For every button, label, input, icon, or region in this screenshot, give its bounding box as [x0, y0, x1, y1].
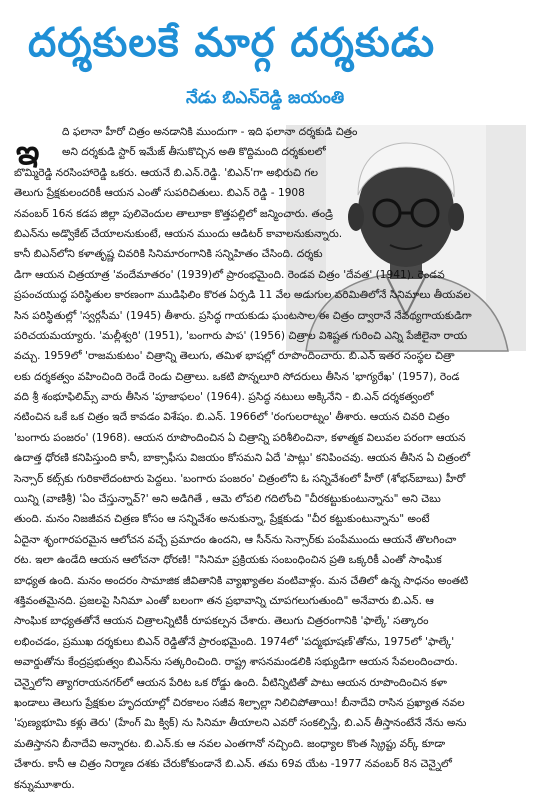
article-line: బాధ్యత ఉంది. మనం అందరం సామాజిక జీవితానికి వ్యాఖ్యాతల వంటివాళ్లం. మన చేతిలో ఉన్న సాధనం అంతటి [14, 574, 469, 587]
article-line: చేశారు. కానీ ఆ చిత్రం నిర్మాణ దశకు చేరుకోకుండానే బి.ఎన్. తమ 69వ యేట -1977 నవంబర్ 8న చెన్నైలో [14, 758, 452, 771]
article-line: బిఎన్‌ను అడ్వొకేట్ చేయాలనుకుంటే, ఆయన ముందు ఆడిటర్ కావాలనుకున్నారు. [14, 227, 343, 240]
article-line: వచ్చు. 1959లో 'రాజమకుటం' చిత్రాన్ని తెలుగు, తమిళ భాషల్లో రూపొందించారు. బి.ఎన్ ఇతర సంస్థల చిత్రా [14, 350, 455, 363]
article-line: లకు దర్శకత్వం వహించింది రెండే రెండు చిత్రాలు. ఒకటి పొన్నలూరి సోదరులు తీసిన 'భాగ్యరేఖ' (1957), రెండ [14, 370, 460, 383]
article-line: ప్రపంచయుద్ధ పరిస్థితుల కారణంగా ముడిఫిలిం కొరత ఏర్పడి 11 వేల అడుగుల పరిమితిలోనే సినిమాలు తీయవల [14, 289, 471, 302]
drop-cap: ఇ [16, 133, 40, 173]
article-line: యిన్ని (వాణిశ్రీ) 'ఏం చేస్తున్నావ్?' అని అడిగితే , ఆమె లోపలి గదిలోంచి "చీరకట్టుకుంటున్నాను" అని చెబు [14, 493, 441, 506]
article-line: ఖండాలు తెలుగు ప్రేక్షకుల హృదయాల్లో చిరకాలం సజీవ శిల్పాల్లా నిలిచిపోతాయి! బీనాదేవి రాసిన ప్రఖ్యాత నవల [14, 696, 465, 709]
article-line: బొమ్మిరెడ్డి నరసింహారెడ్డి ఒకరు. ఆయనే బి.ఎన్.రెడ్డి. 'బిఎన్'గా అభిరుచి గల [14, 166, 319, 179]
subheadline: నేడు బిఎన్‌రెడ్డి జయంతి [186, 88, 345, 108]
article-line: ది ఫలానా హీరో చిత్రం అనడానికి ముందుగా - ఇది ఫలానా దర్శకుడి చిత్రం [62, 126, 358, 138]
article-line: ఏదైనా శృంగారపరమైన ఆలోచన వచ్చే ప్రమాదం ఉందని, ఆ సీన్‌ను సెన్సార్‌కు పంపేముందు ఆయనే తొలగించా [14, 533, 457, 546]
article-line: అని దర్శకుడి స్టార్ ఇమేజ్ తీసుకొచ్చిన అతి కొద్దిమంది దర్శకులలో [62, 146, 326, 159]
article-line: సాంఘిక బాధ్యతతోనే ఆయన చిత్రాలన్నిటికీ రూపకల్పన చేశారు. తెలుగు చిత్రరంగానికి 'ఫాల్కే' సత్కారం [14, 615, 429, 628]
article-line: మతిస్తానని బీనాదేవి అన్నారట. బి.ఎన్.కు ఆ నవల ఎంతగానో నచ్చింది. జంధ్యాల కొంత స్క్రిప్టు వర్క్ కూడా [14, 737, 446, 750]
article-line: పరిచయమయ్యారు. 'మల్లీశ్వరి' (1951), 'బంగారు పాప' (1956) చిత్రాల విశిష్టత గురించి ఎన్ని పేజీలైనా రాయ [14, 329, 468, 342]
article-line: శక్తివంతమైనది. ప్రజలపై సినిమా ఎంతో బలంగా తన ప్రభావాన్ని చూపగలుగుతుంది" అనేవారు బి.ఎన్. ఆ [14, 594, 434, 607]
article-line: నవంబర్ 16న కడప జిల్లా పులివెందుల తాలూకా కొత్తపల్లిలో జన్మించారు. తండ్రి [14, 207, 333, 220]
article-line: సిన పరిస్థితుల్లో 'స్వర్గసీమ' (1945) తీశారు. ప్రసిద్ధ గాయకుడు ఘంటసాల ఈ చిత్రం ద్వారానే నేపథ్యగాయకుడిగా [14, 309, 472, 322]
article-line: కానీ బిఎన్‌లోని కళాతృష్ణ చివరికి సినిమారంగానికి సన్నిహితం చేసింది. దర్శకు [14, 248, 323, 261]
article-line: కన్నుమూశారు. [14, 778, 75, 791]
article-line: లభించడం, ప్రముఖ దర్శకులు బిఎన్ రెడ్డితోనే ప్రారంభమైంది. 1974లో 'పద్మభూషణ్'తోను, 1975లో 'ఫాల్కే' [14, 635, 455, 648]
article-line: తెలుగు ప్రేక్షకులందరికీ ఆయన ఎంతో సుపరిచితులు. బిఎన్ రెడ్డి - 1908 [14, 187, 305, 200]
article-line: 'పుణ్యభూమి కళ్లు తెరు' (హేంగ్ మి క్విక్) ను సినిమా తీయాలని ఎవరో సంకల్పిస్తే, బి.ఎన్ తీస్తానంటేనే నేను అను [14, 717, 467, 730]
article-line: నటించిన ఒకే ఒక చిత్రం ఇదే కావడం విశేషం. బి.ఎన్. 1966లో 'రంగులరాట్నం' తీశారు. ఆయన చివరి చిత్రం [14, 411, 450, 424]
article-line: ఉదాత్త ధోరణి కనిపిస్తుంది కానీ, బాక్సాఫీసు విజయం కోసమని ఏదే 'పాట్లు' కనిపించవు. ఆయన తీసిన ఏ చిత్రంలో [14, 452, 471, 465]
article-line: రట. ఇలా ఉండేది ఆయన ఆలోచనా ధోరణి! "సినిమా ప్రక్రియకు సంబంధించిన ప్రతి ఒక్కరికీ ఎంతో సాంఘిక [14, 554, 442, 567]
article-line: డిగా ఆయన చిత్రయాత్ర 'వందేమాతరం' (1939)లో ప్రారంభమైంది. రెండవ చిత్రం 'దేవత' (1941). రెండవ [14, 268, 445, 281]
article-line: అవార్డుతోను కేంద్రప్రభుత్వం బిఎన్‌ను సత్కరించింది. రాష్ట్ర శాసనమండలికి సభ్యుడిగా ఆయన సేవలందించారు. [14, 656, 458, 669]
article-line: వది శ్రీ శంభూఫిలిమ్స్ వారు తీసిన 'పూజాఫలం' (1964). ప్రసిద్ధ నటులు అక్కినేని - బి.ఎన్ దర్శకత్వంలో [14, 391, 434, 404]
headline: దర్శకులకే మార్గ దర్శకుడు [28, 20, 436, 66]
article-body [14, 122, 534, 795]
article-line: 'బంగారు పంజరం' (1968). ఆయన రూపొందించిన ఏ చిత్రాన్ని పరిశీలించినా, కళాత్మక విలువల పరంగా ఆయన [14, 431, 466, 444]
article-line: తుంది. మనం నిజజీవన చిత్రణ కోసం ఆ సన్నివేశం అనుకున్నా, ప్రేక్షకుడు "చీర కట్టుకుంటున్నాను" అంటే [14, 513, 430, 526]
article-line: సెన్సార్ కట్స్‌కు గురికాలేదంటారు పెద్దలు. 'బంగారు పంజరం' చిత్రంలోని ఓ సన్నివేశంలో హీరో (శోభన్‌బాబు) హీరో [14, 472, 466, 485]
article-line: చెన్నైలోని త్యాగరాయనగర్‌లో ఆయన పేరిట ఒక రోడ్డు ఉంది. వీటిన్నిటితో పాటు ఆయన రూపొందించిన కళా [14, 676, 447, 689]
